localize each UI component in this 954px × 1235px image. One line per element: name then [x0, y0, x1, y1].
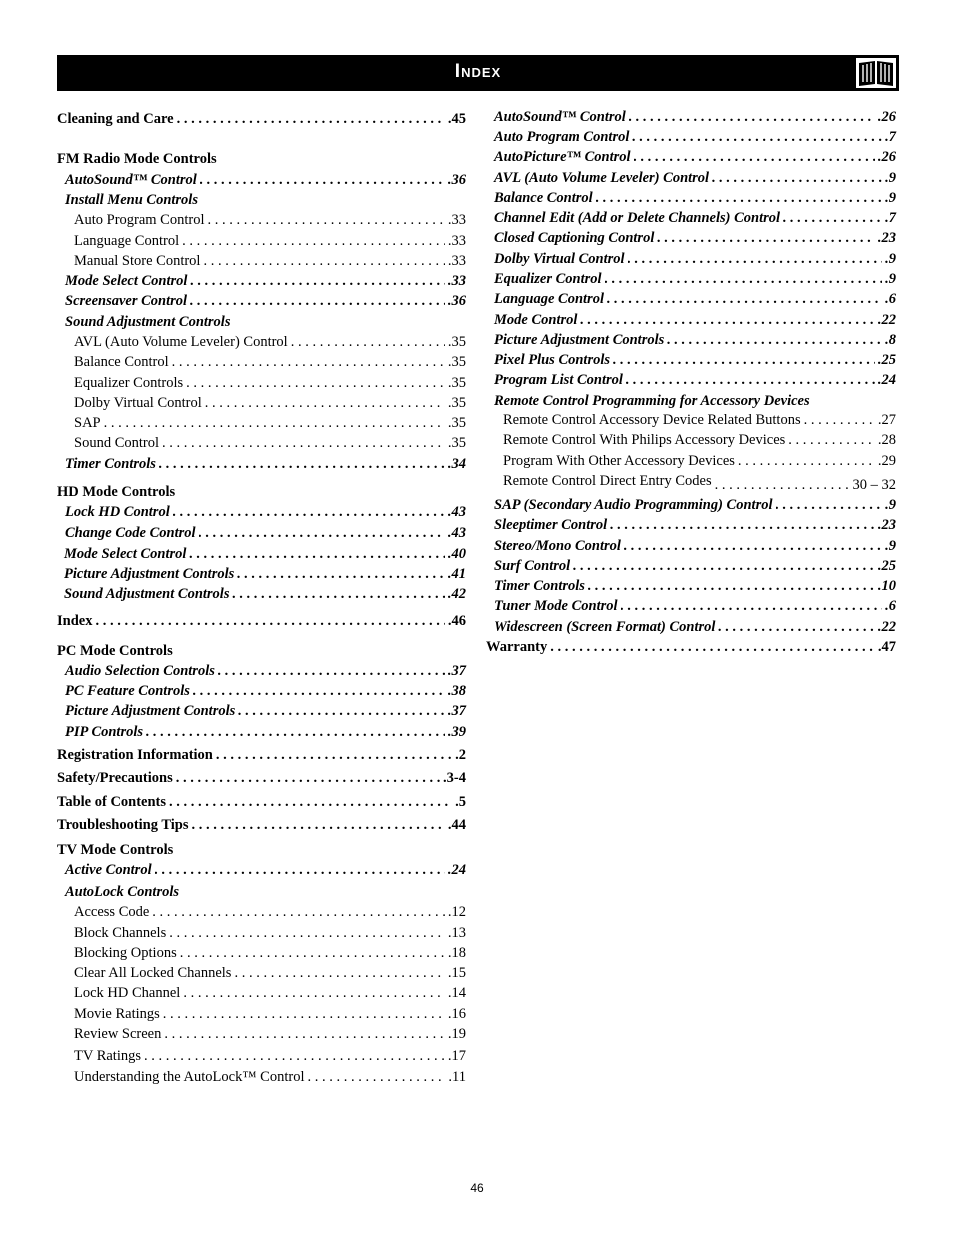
index-entry: Remote Control With Philips Accessory Devices . . . .28	[503, 431, 896, 449]
subsection-heading: Remote Control Programming for Accessory Devices	[494, 393, 810, 409]
index-entry: Sound Adjustment Controls . . . .42	[64, 585, 466, 603]
index-entry: PIP Controls . . . .39	[65, 723, 466, 741]
section-heading: TV Mode Controls	[57, 842, 174, 858]
index-entry: Dolby Virtual Control . . . .35	[74, 394, 466, 412]
index-entry: Language Control . . . .6	[494, 290, 896, 308]
index-entry: Picture Adjustment Controls . . . .37	[65, 702, 466, 720]
index-title-bar	[57, 55, 899, 91]
index-entry: SAP . . . .35	[74, 414, 466, 432]
index-entry: Widescreen (Screen Format) Control . . . .22	[494, 618, 896, 636]
book-icon	[855, 57, 897, 89]
index-entry: Review Screen . . . .19	[74, 1025, 466, 1043]
index-entry: Clear All Locked Channels . . . .15	[74, 964, 466, 982]
index-entry: Equalizer Controls . . . .35	[74, 374, 466, 392]
index-entry: Lock HD Channel . . . .14	[74, 984, 466, 1002]
index-entry: AutoSound™ Control . . . .26	[494, 108, 896, 126]
page-title: Index	[454, 61, 502, 82]
index-entry: Picture Adjustment Controls . . . .8	[494, 331, 896, 349]
section-heading: FM Radio Mode Controls	[57, 151, 217, 167]
index-entry: AutoSound™ Control . . . .36	[65, 171, 466, 189]
index-entry: AVL (Auto Volume Leveler) Control . . . .35	[74, 333, 466, 351]
index-entry: Program With Other Accessory Devices . . . .29	[503, 452, 896, 470]
index-entry: Safety/Precautions . . . .3-4	[57, 769, 466, 787]
index-entry: Program List Control . . . .24	[494, 371, 896, 389]
index-entry: Registration Information . . . .2	[57, 746, 466, 764]
index-entry: PC Feature Controls . . . .38	[65, 682, 466, 700]
index-entry: Manual Store Control . . . .33	[74, 252, 466, 270]
index-entry: Audio Selection Controls . . . .37	[65, 662, 466, 680]
index-entry: Access Code . . . .12	[74, 903, 466, 921]
subsection-heading: Install Menu Controls	[65, 192, 198, 208]
section-heading: HD Mode Controls	[57, 484, 176, 500]
index-entry: Pixel Plus Controls . . . .25	[494, 351, 896, 369]
index-entry: Movie Ratings . . . .16	[74, 1005, 466, 1023]
index-entry: Equalizer Control . . . .9	[494, 270, 896, 288]
section-heading: PC Mode Controls	[57, 643, 173, 659]
index-entry: Mode Select Control . . . .33	[65, 272, 466, 290]
index-entry: Lock HD Control . . . .43	[65, 503, 466, 521]
index-entry: Block Channels . . . .13	[74, 924, 466, 942]
index-entry: Language Control . . . .33	[74, 232, 466, 250]
index-entry: Timer Controls . . . .10	[494, 577, 896, 595]
index-entry: Sound Control . . . .35	[74, 434, 466, 452]
index-entry: Surf Control . . . .25	[494, 557, 896, 575]
index-entry: AutoPicture™ Control . . . .26	[494, 148, 896, 166]
index-entry: Remote Control Accessory Device Related Buttons . . . .27	[503, 411, 896, 429]
index-entry: Understanding the AutoLock™ Control . . . .11	[74, 1068, 466, 1086]
index-entry: Auto Program Control . . . .7	[494, 128, 896, 146]
index-entry: Balance Control . . . .9	[494, 189, 896, 207]
index-entry: Remote Control Direct Entry Codes . . . 30 – 32	[503, 472, 896, 490]
index-entry: Change Code Control . . . .43	[65, 524, 466, 542]
index-entry: Closed Captioning Control . . . .23	[494, 229, 896, 247]
index-entry: Cleaning and Care . . . .45	[57, 110, 466, 128]
index-entry: Mode Select Control . . . .40	[64, 545, 466, 563]
subsection-heading: AutoLock Controls	[65, 884, 180, 900]
index-entry: TV Ratings . . . .17	[74, 1047, 466, 1065]
index-entry: Timer Controls . . . .34	[65, 455, 466, 473]
index-entry: Mode Control . . . .22	[494, 311, 896, 329]
index-entry: Channel Edit (Add or Delete Channels) Control . . . .7	[494, 209, 896, 227]
index-entry: SAP (Secondary Audio Programming) Control . . . .9	[494, 496, 896, 514]
index-entry: Screensaver Control . . . .36	[65, 292, 466, 310]
index-entry: Stereo/Mono Control . . . .9	[494, 537, 896, 555]
index-entry: Index . . . .46	[57, 612, 466, 630]
index-entry: Dolby Virtual Control . . . .9	[494, 250, 896, 268]
index-entry: Active Control . . . .24	[65, 861, 466, 879]
index-entry: AVL (Auto Volume Leveler) Control . . . .9	[494, 169, 896, 187]
index-entry: Table of Contents . . . .5	[57, 793, 466, 811]
index-entry: Balance Control . . . .35	[74, 353, 466, 371]
index-entry: Warranty . . . .47	[486, 638, 896, 656]
index-entry: Troubleshooting Tips . . . .44	[57, 816, 466, 834]
index-entry: Tuner Mode Control . . . .6	[494, 597, 896, 615]
subsection-heading: Sound Adjustment Controls	[65, 314, 231, 330]
index-entry: Blocking Options . . . .18	[74, 944, 466, 962]
index-entry: Sleeptimer Control . . . .23	[494, 516, 896, 534]
index-entry: Picture Adjustment Controls . . . .41	[64, 565, 466, 583]
index-entry: Auto Program Control . . . .33	[74, 211, 466, 229]
page-number: 46	[470, 1181, 484, 1195]
